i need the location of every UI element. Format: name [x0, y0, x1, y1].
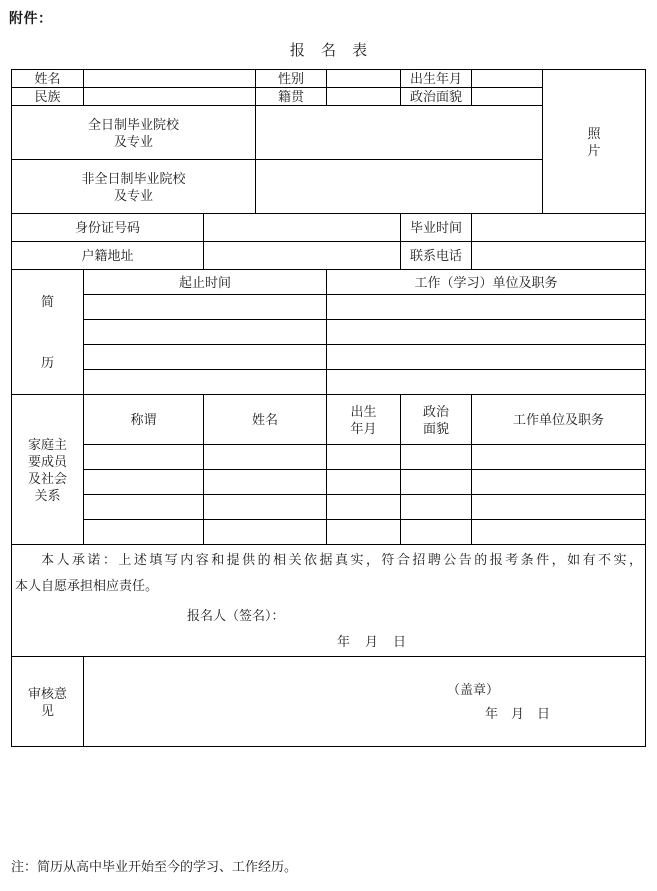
family-name-cell[interactable] [204, 470, 327, 495]
phone-label: 联系电话 [401, 242, 472, 270]
graduation-time-label: 毕业时间 [401, 214, 472, 242]
gender-label: 性别 [256, 70, 327, 88]
family-birth-header: 出生 年月 [327, 395, 401, 445]
id-number-field[interactable] [204, 214, 401, 242]
resume-row [12, 320, 646, 345]
resume-unit-cell[interactable] [327, 320, 646, 345]
family-relation-header: 称谓 [84, 395, 204, 445]
family-workplace-cell[interactable] [472, 470, 646, 495]
family-row [12, 445, 646, 470]
resume-row [12, 345, 646, 370]
family-workplace-cell[interactable] [472, 445, 646, 470]
id-number-label: 身份证号码 [12, 214, 204, 242]
family-birth-cell[interactable] [327, 470, 401, 495]
resume-row [12, 370, 646, 395]
family-workplace-header: 工作单位及职务 [472, 395, 646, 445]
table-row-resume-header [12, 270, 646, 295]
resume-period-cell[interactable] [84, 345, 327, 370]
family-name-header: 姓名 [204, 395, 327, 445]
family-political-cell[interactable] [401, 445, 472, 470]
resume-unit-cell[interactable] [327, 295, 646, 320]
table-row-id-number [12, 214, 646, 242]
family-birth-cell[interactable] [327, 520, 401, 545]
family-name-cell[interactable] [204, 520, 327, 545]
photo-placeholder[interactable] [543, 70, 646, 214]
family-workplace-cell[interactable] [472, 520, 646, 545]
political-status-field[interactable] [472, 88, 543, 106]
phone-field[interactable] [472, 242, 646, 270]
applicant-signature-label[interactable]: 报名人（签名）： [187, 607, 285, 623]
resume-unit-cell[interactable] [327, 345, 646, 370]
footnote: 注：简历从高中毕业开始至今的学习、工作经历。 [11, 859, 298, 874]
family-relation-cell[interactable] [84, 520, 204, 545]
family-row [12, 470, 646, 495]
origin-field[interactable] [327, 88, 401, 106]
gender-field[interactable] [327, 70, 401, 88]
table-row-review [12, 657, 646, 747]
table-row-name [12, 70, 646, 88]
family-political-cell[interactable] [401, 470, 472, 495]
family-name-cell[interactable] [204, 495, 327, 520]
origin-label: 籍贯 [256, 88, 327, 106]
parttime-school-label: 非全日制毕业院校 及专业 [12, 160, 256, 214]
birth-label: 出生年月 [401, 70, 472, 88]
review-date-label: 年 月 日 [485, 705, 551, 721]
family-row [12, 495, 646, 520]
household-address-field[interactable] [204, 242, 401, 270]
table-row-household-address [12, 242, 646, 270]
parttime-school-field[interactable] [256, 160, 543, 214]
family-political-cell[interactable] [401, 520, 472, 545]
family-birth-cell[interactable] [327, 445, 401, 470]
attachment-label: 附件： [9, 10, 53, 26]
family-relation-cell[interactable] [84, 470, 204, 495]
family-relation-cell[interactable] [84, 445, 204, 470]
family-row [12, 520, 646, 545]
table-row-family-header [12, 395, 646, 445]
name-field[interactable] [84, 70, 256, 88]
resume-period-cell[interactable] [84, 320, 327, 345]
family-relation-cell[interactable] [84, 495, 204, 520]
commitment-section [12, 545, 646, 657]
graduation-time-field[interactable] [472, 214, 646, 242]
family-political-header: 政治 面貌 [401, 395, 472, 445]
family-section-label: 家庭主 要成员 及社会 关系 [12, 395, 84, 545]
family-political-cell[interactable] [401, 495, 472, 520]
family-name-cell[interactable] [204, 445, 327, 470]
resume-period-cell[interactable] [84, 295, 327, 320]
family-birth-cell[interactable] [327, 495, 401, 520]
registration-form-table [11, 69, 646, 747]
birth-field[interactable] [472, 70, 543, 88]
resume-unit-cell[interactable] [327, 370, 646, 395]
fulltime-school-field[interactable] [256, 106, 543, 160]
commitment-text: 本人承诺：上述填写内容和提供的相关依据真实，符合招聘公告的报考条件，如有不实，本人自愿承担相应责任。 [15, 551, 642, 593]
photo-label-line1: 照 [587, 125, 601, 141]
seal-label: （盖章） [447, 681, 500, 697]
resume-section-label: 简 历 [12, 270, 84, 395]
family-workplace-cell[interactable] [472, 495, 646, 520]
ethnicity-label: 民族 [12, 88, 84, 106]
political-status-label: 政治面貌 [401, 88, 472, 106]
applicant-date-label[interactable]: 年 月 日 [337, 633, 408, 649]
resume-row [12, 295, 646, 320]
fulltime-school-label: 全日制毕业院校 及专业 [12, 106, 256, 160]
table-row-commitment [12, 545, 646, 657]
resume-unit-header: 工作（学习）单位及职务 [327, 270, 646, 295]
ethnicity-field[interactable] [84, 88, 256, 106]
name-label: 姓名 [12, 70, 84, 88]
resume-period-header: 起止时间 [84, 270, 327, 295]
review-opinion-label: 审核意 见 [12, 657, 84, 747]
photo-label-line2: 片 [587, 142, 601, 158]
page-title: 报 名 表 [289, 42, 374, 59]
household-address-label: 户籍地址 [12, 242, 204, 270]
review-opinion-body[interactable] [84, 657, 646, 747]
resume-period-cell[interactable] [84, 370, 327, 395]
